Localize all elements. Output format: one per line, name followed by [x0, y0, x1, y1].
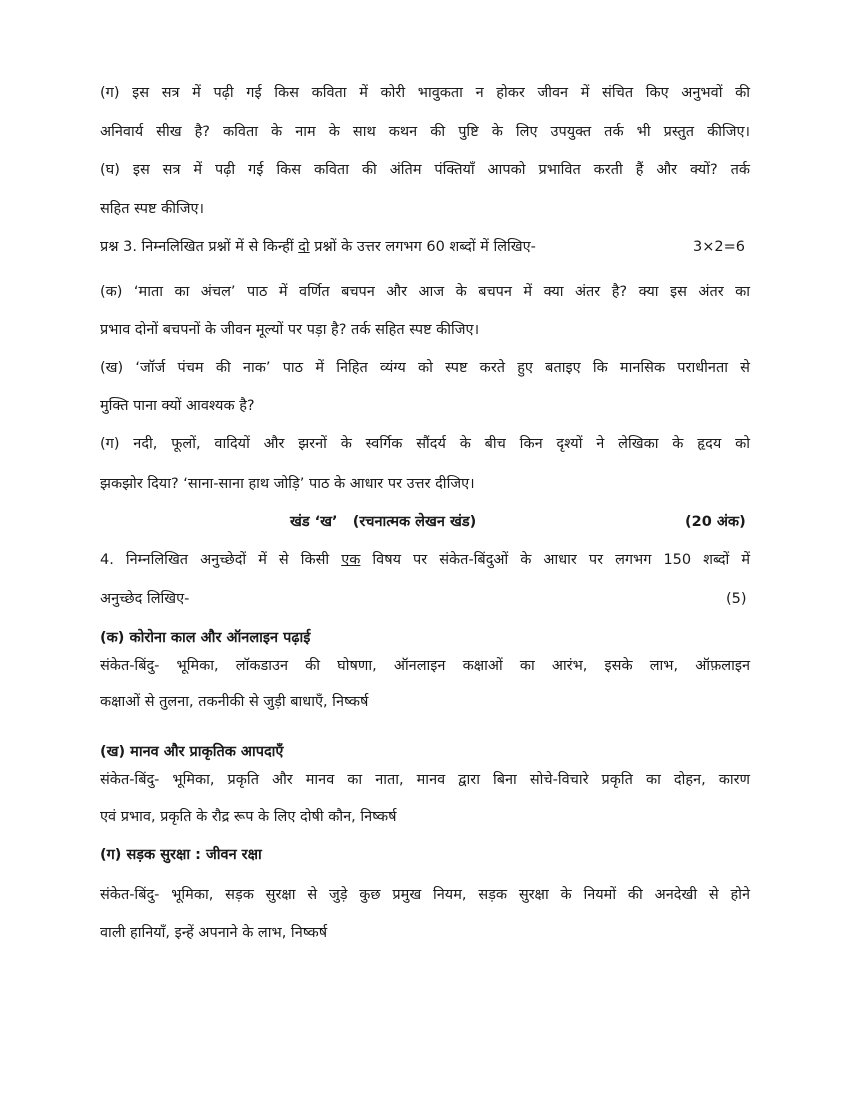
q3-instruction [100, 237, 660, 257]
q3-k-line2: प्रभाव दोनों बचपनों के जीवन मूल्यों पर पड़ा है? तर्क सहित स्पष्ट कीजिए। [100, 322, 480, 338]
q4-marks: (5) [726, 591, 747, 607]
q4-instruction [100, 550, 750, 570]
q3-kh-line2: मुक्ति पाना क्यों आवश्यक है? [100, 398, 255, 414]
topic-hints-line1: संकेत-बिंदु- भूमिका, लॉकडाउन की घोषणा, ऑनलाइन कक्षाओं का आरंभ, इसके लाभ, ऑफ़लाइन [100, 658, 750, 674]
topic-hints-line2: कक्षाओं से तुलना, तकनीकी से जुड़ी बाधाएँ, निष्कर्ष [100, 694, 369, 710]
q3-prefix: प्रश्न 3. निम्नलिखित प्रश्नों में से किन्हीं [100, 239, 299, 255]
q4-suffix: विषय पर संकेत-बिंदुओं के आधार पर लगभग 150 शब्दों में [360, 552, 750, 568]
topic-hints-line1: संकेत-बिंदु- भूमिका, सड़क सुरक्षा से जुड़े कुछ प्रमुख नियम, सड़क सुरक्षा के नियमों की अनदेखी से होने [100, 887, 750, 903]
topic-title: (क) कोरोना काल और ऑनलाइन पढ़ाई [100, 630, 311, 646]
q2-gh-line1: (घ) इस सत्र में पढ़ी गई किस कविता की अंतिम पंक्तियाँ आपको प्रभावित करती हैं और क्यों? तर्क [100, 162, 750, 178]
q2-g-line1: (ग) इस सत्र में पढ़ी गई किस कविता में कोरी भावुकता न होकर जीवन में संचित किए अनुभवों की [100, 85, 750, 101]
q3-marks: 3×2=6 [693, 239, 745, 255]
q3-kh-line1: (ख) ‘जॉर्ज पंचम की नाक’ पाठ में निहित व्यंग्य को स्पष्ट करते हुए बताइए कि मानसिक पराधीनता से [100, 360, 750, 376]
q3-g-line1: (ग) नदी, फूलों, वादियों और झरनों के स्वर्गिक सौंदर्य के बीच किन दृश्यों ने लेखिका के हृदय को [100, 436, 750, 452]
topic-title: (ख) मानव और प्राकृतिक आपदाएँ [100, 744, 284, 760]
q3-k-line1: (क) ‘माता का अंचल’ पाठ में वर्णित बचपन और आज के बचपन में क्या अंतर है? क्या इस अंतर का [100, 284, 750, 300]
q4-line2: अनुच्छेद लिखिए- [100, 591, 190, 607]
q3-suffix: प्रश्नों के उत्तर लगभग 60 शब्दों में लिखिए- [309, 239, 536, 255]
topic-title: (ग) सड़क सुरक्षा : जीवन रक्षा [100, 847, 262, 863]
section-b-marks: (20 अंक) [685, 514, 746, 530]
q2-g-line2: अनिवार्य सीख है? कविता के नाम के साथ कथन की पुष्टि के लिए उपयुक्त तर्क भी प्रस्तुत कीजिए। [100, 124, 750, 140]
topic-hints-line1: संकेत-बिंदु- भूमिका, प्रकृति और मानव का नाता, मानव द्वारा बिना सोचे-विचारे प्रकृति का दोहन, कारण [100, 772, 750, 788]
section-b-title: खंड ‘ख’ (रचनात्मक लेखन खंड) [290, 514, 477, 530]
topic-hints-line2: एवं प्रभाव, प्रकृति के रौद्र रूप के लिए दोषी कौन, निष्कर्ष [100, 809, 397, 825]
q2-gh-line2: सहित स्पष्ट कीजिए। [100, 201, 205, 217]
q4-underlined: एक [341, 552, 361, 568]
q3-underlined: दो [298, 239, 310, 255]
q4-prefix: 4. निम्नलिखित अनुच्छेदों में से किसी [100, 552, 342, 568]
topic-hints-line2: वाली हानियाँ, इन्हें अपनाने के लाभ, निष्कर्ष [100, 925, 328, 941]
q3-g-line2: झकझोर दिया? ‘साना-साना हाथ जोड़ि’ पाठ के आधार पर उत्तर दीजिए। [100, 476, 475, 492]
